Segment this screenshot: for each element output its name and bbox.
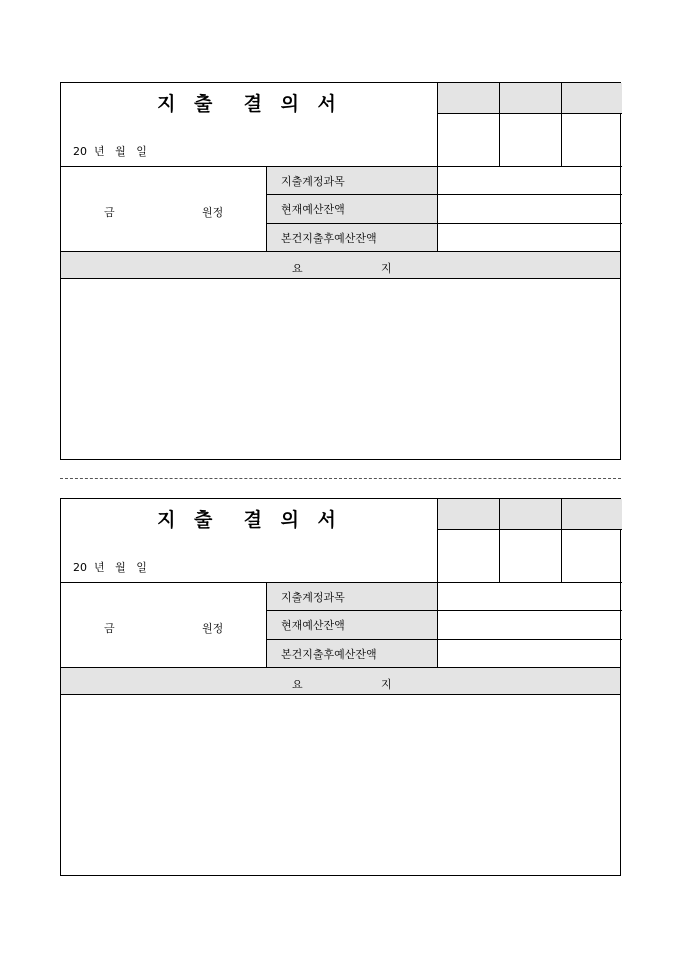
form-header xyxy=(61,83,438,166)
approval-sign-cell-2[interactable] xyxy=(500,114,562,166)
approval-header-cell-3 xyxy=(562,499,622,530)
amount-cell[interactable] xyxy=(61,166,267,251)
row-value-account[interactable] xyxy=(438,167,622,194)
budget-row xyxy=(267,610,622,639)
row-label-balance-after: 본건지출후예산잔액 xyxy=(267,224,438,251)
row-value-current-balance[interactable] xyxy=(438,611,622,639)
cut-line xyxy=(60,478,621,479)
approval-sign-cell-1[interactable] xyxy=(438,530,500,582)
summary-header xyxy=(61,251,620,279)
approval-header-cell-2 xyxy=(500,83,562,114)
summary-header-char-1: 요 xyxy=(292,262,303,275)
row-label-account: 지출계정과목 xyxy=(267,167,438,194)
approval-sign-cell-2[interactable] xyxy=(500,530,562,582)
budget-row xyxy=(267,582,622,610)
approval-header-cell-2 xyxy=(500,499,562,530)
row-value-balance-after[interactable] xyxy=(438,224,622,251)
approval-sign-cell-3[interactable] xyxy=(562,530,622,582)
form-title: 지 출 결 의 서 xyxy=(157,509,342,531)
amount-unit: 원정 xyxy=(202,622,224,635)
summary-header xyxy=(61,667,620,695)
date-line[interactable]: 20 년 월 일 xyxy=(73,145,147,158)
budget-rows xyxy=(267,582,622,667)
summary-body[interactable] xyxy=(61,279,620,459)
row-label-current-balance: 현재예산잔액 xyxy=(267,611,438,639)
approval-sign-cell-3[interactable] xyxy=(562,114,622,166)
budget-row xyxy=(267,639,622,667)
approval-box xyxy=(438,83,622,166)
row-label-current-balance: 현재예산잔액 xyxy=(267,195,438,223)
form-header xyxy=(61,499,438,582)
row-value-balance-after[interactable] xyxy=(438,640,622,667)
approval-header-cell-1 xyxy=(438,83,500,114)
row-value-current-balance[interactable] xyxy=(438,195,622,223)
approval-sign-cell-1[interactable] xyxy=(438,114,500,166)
row-label-balance-after: 본건지출후예산잔액 xyxy=(267,640,438,667)
expense-form-bottom xyxy=(60,498,621,876)
form-title: 지 출 결 의 서 xyxy=(157,93,342,115)
amount-unit: 원정 xyxy=(202,206,224,219)
budget-rows xyxy=(267,166,622,251)
amount-label: 금 xyxy=(104,622,115,635)
summary-header-char-1: 요 xyxy=(292,678,303,691)
expense-form-top xyxy=(60,82,621,460)
approval-box xyxy=(438,499,622,582)
budget-row xyxy=(267,194,622,223)
summary-header-char-2: 지 xyxy=(381,678,392,691)
budget-row xyxy=(267,166,622,194)
budget-row xyxy=(267,223,622,251)
row-label-account: 지출계정과목 xyxy=(267,583,438,610)
approval-header-cell-1 xyxy=(438,499,500,530)
amount-label: 금 xyxy=(104,206,115,219)
date-line[interactable]: 20 년 월 일 xyxy=(73,561,147,574)
summary-header-char-2: 지 xyxy=(381,262,392,275)
row-value-account[interactable] xyxy=(438,583,622,610)
amount-cell[interactable] xyxy=(61,582,267,667)
summary-body[interactable] xyxy=(61,695,620,875)
approval-header-cell-3 xyxy=(562,83,622,114)
